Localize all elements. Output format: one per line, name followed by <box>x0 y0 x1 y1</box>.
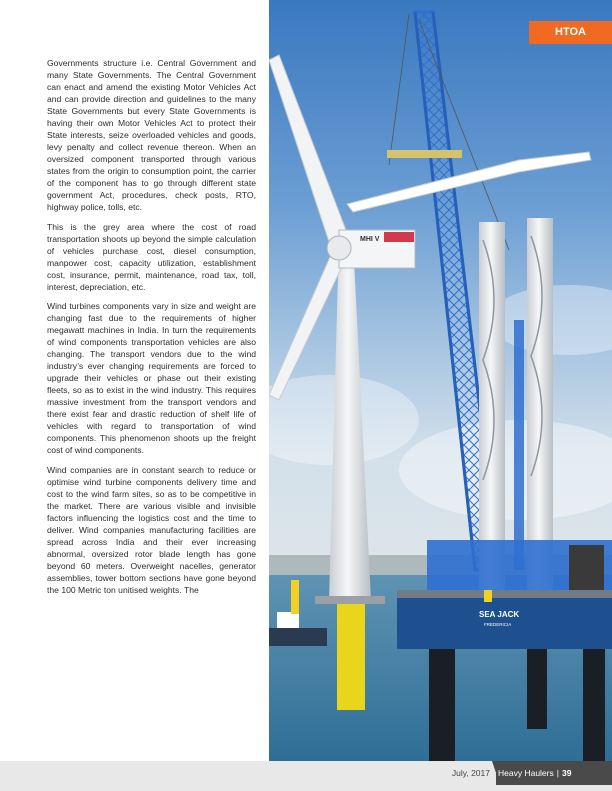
article-paragraph-3: Wind turbines components vary in size and weight are changing fast due to the requirements of higher megawatt machines in India. In turn the requirements of wind components transportation vehicles are also changing. The transport vendors due to the wind industry’s ever changing requirements are forced to upgrade their vehicles or phase out their existing fleets, so as to exist in the wind industry. This requires massive investment from the transport vendors and there exist fear and drastic reduction of shelf life of vehicles with regard to transportation of wind components. This phenomenon shoots up the freight cost of wind components. <box>47 301 256 455</box>
footer-separator: | <box>556 768 559 778</box>
magazine-name-page <box>498 767 612 779</box>
article-text-column <box>47 57 256 603</box>
article-paragraph-2: This is the grey area where the cost of road transportation shoots up beyond the simple calculation of vehicles purchase cost, diesel consumption, manpower cost, capacity utilization, establishment cost, insurance, permit, maintenance, road tax, toll, interest, depreciation, etc. <box>47 221 256 292</box>
magazine-name: Heavy Haulers <box>498 768 554 778</box>
article-paragraph-4: Wind companies are in constant search to reduce or optimise wind turbine components delivery time and cost to the wind farm sites, so as to be competitive in the market. There are various visible and invisible factors influencing the logistics cost and the time to deliver. Wind companies manufacturing facilities are spread across India and their ever increasing abnormal, oversized rotor blade length has gone beyond 60 meters. Overweight nacelles, generator assemblies, tower bottom sections have gone beyond the 100 Metric ton unitised weights. The <box>47 464 256 595</box>
section-tag: HTOA <box>529 21 612 44</box>
nacelle-lettering: MHI V <box>360 236 380 243</box>
wind-turbine-installation-photo <box>269 0 612 761</box>
page-number: 39 <box>561 768 572 778</box>
page-footer <box>0 761 612 791</box>
issue-date: July, 2017 <box>451 768 490 778</box>
article-paragraph-1: Governments structure i.e. Central Government and many State Governments. The Central Government can enact and amend the existing Motor Vehicles Act and can provide direction and guidelines to the many State Governments but every State Governments is having their own Motor Vehicles Act to protect their State interests, seize overloaded vehicles and goods, levy penalty and collect revenue thereon. When an oversized component transported through various states from the origin to consumption point, the carrier of the component has to go through different state government Act, procedures, check posts, RTO, highway police, tolls, etc. <box>47 58 256 212</box>
vessel-port: FREDERICIA <box>484 622 512 627</box>
vessel-name: SEA JACK <box>479 610 520 619</box>
